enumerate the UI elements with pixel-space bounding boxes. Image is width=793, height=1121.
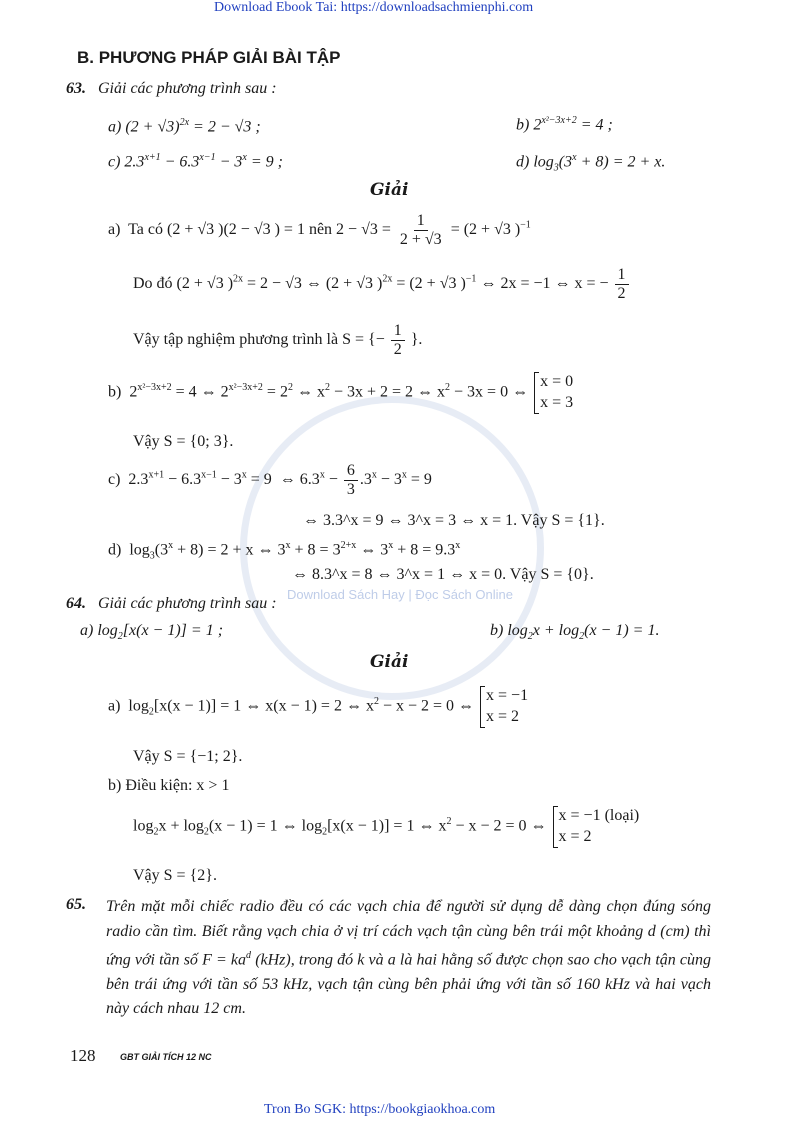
- solution-64a-line2: Vậy S = {−1; 2}.: [133, 748, 243, 765]
- solution-64b-line1: b) Điều kiện: x > 1: [108, 777, 230, 794]
- solution-63c-line1: c) $2.3^{x+1} - 6.3^{x-1} - 3^x = 9$ ⇔ $6.3^x$ − $\frac{6}{3}$ $.3^x - 3^x = 9$: [108, 462, 432, 498]
- solution-64b-line2: $\log_2x + \log_2(x - 1) = 1$ ⇔ $\log_2[x(x - 1)] = 1$ ⇔ $x^2 - x - 2 = 0$ ⇔ x = −1 (loại) x = 2: [133, 806, 639, 848]
- solution-63d-line1: d) $\log_3(3^x + 8) = 2 + x$ ⇔ $3^x + 8 = 3^{2+x}$ ⇔ $3^x + 8 = 9.3^x$: [108, 540, 461, 562]
- problem-number: 63.: [66, 80, 86, 97]
- problem-number: 64.: [66, 595, 86, 612]
- solution-63d-line2: ⇔ 8.3^x = 8 ⇔ 3^x = 1 ⇔ x = 0. Vậy S = {0}.: [292, 566, 594, 583]
- problem-64: [66, 595, 277, 613]
- item-63a: a) $(2 + √3)^{2x} = 2 - √3$ ;: [108, 117, 261, 136]
- solution-heading: Giải: [370, 652, 409, 672]
- header-link[interactable]: Download Ebook Tai: https://downloadsachmienphi.com: [214, 0, 534, 15]
- item-63d: d) $\log_3(3^x + 8) = 2 + x$.: [516, 152, 666, 174]
- problem-intro: Giải các phương trình sau :: [98, 595, 277, 612]
- solution-63a-line3: Vậy tập nghiệm phương trình là S = {− $\frac{1}{2}$ }.: [133, 322, 423, 358]
- problem-65-text: Trên mặt mỗi chiếc radio đều có các vạch chia để người sử dụng dễ dàng chọn đúng sóng radio cần tìm. Biết rằng vạch chia ở vị trí cách vạch tận cùng bên trái một khoảng d (cm) thì ứng với tần số $F = ka^d$ (kHz), trong đó k và a là hai hằng số được chọn sao cho vạch tận cùng bên trái ứng với tần số 53 kHz, vạch tận cùng bên phải ứng với tần số 160 kHz và hai vạch này cách nhau 12 cm.: [106, 898, 712, 1018]
- page-number: 128: [70, 1046, 96, 1065]
- footer-link[interactable]: Tron Bo SGK: https://bookgiaokhoa.com: [264, 1102, 496, 1117]
- solution-heading: Giải: [370, 180, 409, 200]
- solution-63a-line2: Do đó (2 + √3 )$^{2x}$ = 2 − √3 ⇔ (2 + √3 )$^{2x}$ = (2 + √3 )$^{-1}$ ⇔ 2x = −1 ⇔ x = − $\frac{1}{2}$: [133, 266, 631, 302]
- section-title: B. PHƯƠNG PHÁP GIẢI BÀI TẬP: [77, 48, 341, 67]
- solution-63b-line1: b) $2^{x^2-3x+2} = 4$ ⇔ $2^{x^2-3x+2} = 2^2$ ⇔ $x^2 - 3x + 2 = 2$ ⇔ $x^2 - 3x = 0$ ⇔ x = 0 x = 3: [108, 372, 573, 414]
- watermark-text: Download Sách Hay | Đọc Sách Online: [287, 587, 513, 602]
- problem-intro: Giải các phương trình sau :: [98, 80, 277, 97]
- item-63b: b) $2^{x^2-3x+2} = 4$ ;: [516, 115, 613, 134]
- problem-65-number: 65.: [66, 896, 86, 913]
- solution-63b-line2: Vậy S = {0; 3}.: [133, 433, 234, 450]
- item-63c: c) $2.3^{x+1} - 6.3^{x-1} - 3^x = 9$ ;: [108, 152, 283, 171]
- solution-64a-line1: a) $\log_2[x(x - 1)] = 1$ ⇔ x(x − 1) = 2 ⇔ $x^2 - x - 2 = 0$ ⇔ x = −1 x = 2: [108, 686, 528, 728]
- item-64b: b) $\log_2x + \log_2(x - 1) = 1$.: [490, 622, 660, 643]
- item-64a: a) $\log_2[x(x - 1)] = 1$ ;: [80, 622, 224, 643]
- solution-64b-line3: Vậy S = {2}.: [133, 867, 217, 884]
- solution-63a-line1: a) Ta có (2 + √3 )(2 − √3 ) = 1 nên 2 − √3 = $\frac{1}{2 + √3}$ = (2 + √3 )$^{-1}$: [108, 212, 531, 248]
- problem-63: [66, 80, 277, 98]
- solution-63c-line2: ⇔ 3.3^x = 9 ⇔ 3^x = 3 ⇔ x = 1. Vậy S = {1}.: [303, 512, 605, 529]
- book-title: GBT GIẢI TÍCH 12 NC: [120, 1052, 212, 1062]
